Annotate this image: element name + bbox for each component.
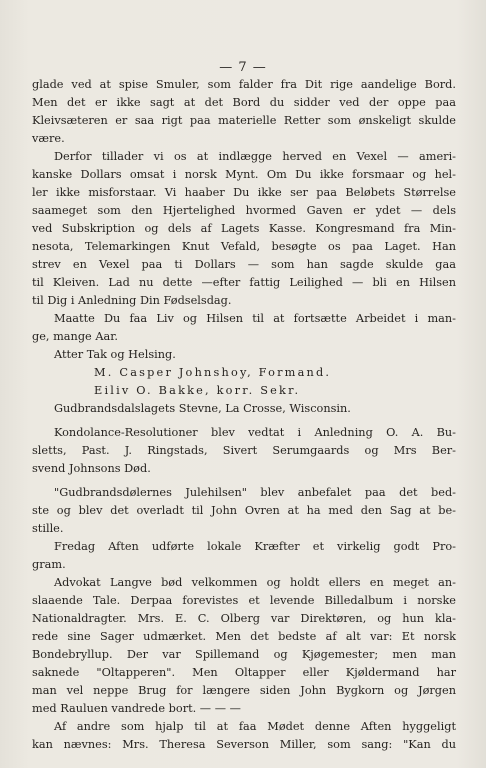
text-line: saknede "Oltapperen". Men Oltapper eller Kjøldermand har	[32, 666, 456, 679]
text-line: stille.	[32, 522, 64, 535]
text-line: ste og blev det overladt til John Ovren at ha med den Sag at be-	[32, 504, 456, 517]
text-line: gram.	[32, 558, 66, 571]
text-line: Kondolance-Resolutioner blev vedtat i Anledning O. A. Bu-	[54, 426, 456, 439]
text-line: Kleivsæteren er saa rigt paa materielle Retter som ønskeligt skulde	[32, 114, 456, 127]
text-line: til Dig i Anledning Din Fødselsdag.	[32, 294, 232, 307]
text-line: nesota, Telemarkingen Knut Vefald, besøgte os paa Laget. Han	[32, 240, 456, 253]
text-line: rede sine Sager udmærket. Men det bedste af alt var: Et norsk	[32, 630, 456, 643]
page-number: — 7 —	[219, 60, 267, 75]
text-line: sletts, Past. J. Ringstads, Sivert Serumgaards og Mrs Ber-	[32, 444, 456, 457]
text-line: glade ved at spise Smuler, som falder fra Dit rige aandelige Bord.	[32, 78, 456, 91]
text-line: Advokat Langve bød velkommen og holdt ellers en meget an-	[54, 576, 456, 589]
text-line: kan nævnes: Mrs. Theresa Severson Miller, som sang: "Kan du	[32, 738, 456, 751]
text-line: Af andre som hjalp til at faa Mødet denne Aften hyggeligt	[54, 720, 456, 733]
text-line: Maatte Du faa Liv og Hilsen til at fortsætte Arbeidet i man-	[54, 312, 456, 325]
text-line: ler ikke misforstaar. Vi haaber Du ikke ser paa Beløbets Størrelse	[32, 186, 456, 199]
text-line: med Rauluen vandrede bort. — — —	[32, 702, 241, 715]
text-line: saameget som den Hjertelighed hvormed Gaven er ydet — dels	[32, 204, 456, 217]
text-line: Derfor tillader vi os at indlægge herved en Vexel — ameri-	[54, 150, 456, 163]
text-line: Nationaldragter. Mrs. E. C. Olberg var Direktøren, og hun kla-	[32, 612, 456, 625]
text-line: man vel neppe Brug for længere siden John Bygkorn og Jørgen	[32, 684, 456, 697]
text-line: strev en Vexel paa ti Dollars — som han sagde skulde gaa	[32, 258, 456, 271]
text-line: Atter Tak og Helsing.	[54, 348, 176, 361]
text-line: "Gudbrandsdølernes Julehilsen" blev anbefalet paa det bed-	[54, 486, 456, 499]
text-line: M. Casper Johnshoy, Formand.	[94, 366, 332, 379]
text-line: Bondebryllup. Der var Spillemand og Kjøgemester; men man	[32, 648, 456, 661]
text-line: Eiliv O. Bakke, korr. Sekr.	[94, 384, 301, 397]
text-line: være.	[32, 132, 65, 145]
text-line: ge, mange Aar.	[32, 330, 118, 343]
text-line: slaaende Tale. Derpaa forevistes et levende Billedalbum i norske	[32, 594, 456, 607]
text-line: kanske Dollars omsat i norsk Mynt. Om Du ikke forsmaar og hel-	[32, 168, 456, 181]
text-line: Men det er ikke sagt at det Bord du sidder ved der oppe paa	[32, 96, 456, 109]
text-line: ved Subskription og dels af Lagets Kasse. Kongresmand fra Min-	[32, 222, 456, 235]
text-line: til Kleiven. Lad nu dette —efter fattig Leilighed — bli en Hilsen	[32, 276, 456, 289]
text-line: Fredag Aften udførte lokale Kræfter et virkelig godt Pro-	[54, 540, 456, 553]
body-text	[32, 76, 456, 754]
text-line: svend Johnsons Død.	[32, 462, 151, 475]
text-line: Gudbrandsdalslagets Stevne, La Crosse, Wisconsin.	[54, 402, 351, 415]
